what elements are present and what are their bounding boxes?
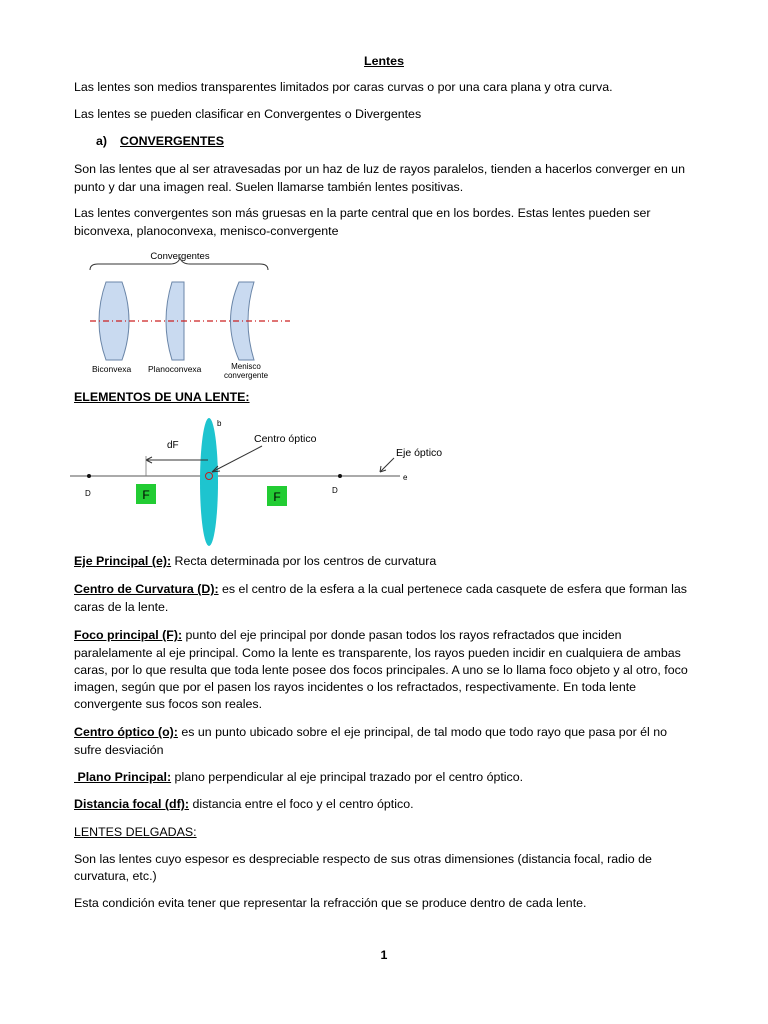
def-centro-curvatura xyxy=(74,580,687,598)
section-a-marker: a) xyxy=(96,134,108,148)
delgadas-par1-line-2: curvatura, etc.) xyxy=(74,869,157,883)
convergentes-par2-line-1: Las lentes convergentes son más gruesas en la parte central que en los bordes. Estas lentes pueden ser xyxy=(74,206,651,220)
def-plano-principal xyxy=(74,768,523,786)
def-foco-principal-text-5: convergente sus focos son reales. xyxy=(74,697,263,711)
def-eje-principal-term: Eje Principal (e): xyxy=(74,554,172,568)
fig2-label-d-right: D xyxy=(332,486,338,495)
def-foco-principal-text-2: paralelamente al eje principal. Como la lente es transparente, los rayos pueden incidir en cualquiera de ambas xyxy=(74,646,681,660)
fig1-label-menisco: Menisco xyxy=(231,362,261,371)
fig2-center-d-left xyxy=(87,474,91,478)
def-eje-principal-text: Recta determinada por los centros de curvatura xyxy=(174,554,437,568)
delgadas-par1-line-1: Son las lentes cuyo espesor es despreciable respecto de sus otras dimensiones (distancia focal, radio de xyxy=(74,852,652,866)
def-centro-curvatura-term: Centro de Curvatura (D): xyxy=(74,582,219,596)
def-centro-optico-text-1: es un punto ubicado sobre el eje principal, de tal modo que todo rayo que pasa por él no xyxy=(181,725,668,739)
def-foco-principal-text-1: punto del eje principal por donde pasan todos los rayos refractados que inciden xyxy=(185,628,622,642)
convergentes-par2-line-2: biconvexa, planoconvexa, menisco-convergente xyxy=(74,224,339,238)
def-distancia-focal xyxy=(74,795,414,813)
def-foco-principal-term: Foco principal (F): xyxy=(74,628,183,642)
def-centro-optico-text-2: sufre desviación xyxy=(74,743,164,757)
intro-line-2: Las lentes se pueden clasificar en Convergentes o Divergentes xyxy=(74,107,422,121)
fig2-label-df: dF xyxy=(167,440,179,451)
fig2-focus-right-label: F xyxy=(273,490,281,504)
fig1-label-planoconvexa: Planoconvexa xyxy=(148,364,202,374)
def-distancia-focal-text: distancia entre el foco y el centro óptico. xyxy=(192,797,414,811)
fig2-focus-left-label: F xyxy=(142,488,150,502)
def-centro-curvatura-text-2: caras de la lente. xyxy=(74,600,169,614)
def-plano-principal-text: plano perpendicular al eje principal trazado por el centro óptico. xyxy=(174,770,524,784)
intro-line-1: Las lentes son medios transparentes limitados por caras curvas o por una cara plana y otra curva. xyxy=(74,80,613,94)
delgadas-par2: Esta condición evita tener que representar la refracción que se produce dentro de cada lente. xyxy=(74,896,587,910)
page-number: 1 xyxy=(380,948,388,962)
fig1-brace-label: Convergentes xyxy=(150,251,210,262)
def-centro-optico xyxy=(74,723,667,741)
fig2-label-eje: Eje óptico xyxy=(396,447,443,459)
fig2-center-d-right xyxy=(338,474,342,478)
def-foco-principal-text-3: caras, por lo que resulta que toda lente posee dos focos principales. A uno se lo llama foco objeto y al otro, foco xyxy=(74,663,688,677)
section-a-heading: CONVERGENTES xyxy=(120,134,224,148)
def-plano-principal-term: Plano Principal: xyxy=(74,770,172,784)
elementos-heading: ELEMENTOS DE UNA LENTE: xyxy=(74,390,250,404)
convergentes-par1-line-1: Son las lentes que al ser atravesadas por un haz de luz de rayos paralelos, tienden a hacerlos converger en un xyxy=(74,162,685,176)
fig2-label-e: e xyxy=(403,473,408,482)
def-foco-principal-text-4: imagen, según que por el pasen los rayos incidentes o los refractados, respectivamente. En toda lente xyxy=(74,680,637,694)
fig2-eje-pointer xyxy=(380,458,394,472)
fig2-centro-pointer xyxy=(212,446,262,472)
fig2-label-centro: Centro óptico xyxy=(254,433,317,445)
fig2-lens xyxy=(200,418,218,546)
fig2-label-b: b xyxy=(217,419,222,428)
convergent-lenses-figure xyxy=(84,244,294,384)
def-eje-principal xyxy=(74,552,436,570)
page-title: Lentes xyxy=(364,54,404,68)
fig1-brace xyxy=(90,258,268,270)
delgadas-heading: LENTES DELGADAS: xyxy=(74,825,197,839)
fig2-label-d-left: D xyxy=(85,489,91,498)
def-centro-optico-term: Centro óptico (o): xyxy=(74,725,178,739)
def-centro-curvatura-text-1: es el centro de la esfera a la cual pertenece cada casquete de esfera que forman las xyxy=(222,582,687,596)
fig1-label-convergente: convergente xyxy=(223,371,269,380)
def-distancia-focal-term: Distancia focal (df): xyxy=(74,797,189,811)
lens-elements-figure xyxy=(70,412,443,547)
fig1-label-biconvexa: Biconvexa xyxy=(92,364,132,374)
convergentes-par1-line-2: punto y dar una imagen real. Suelen llamarse también lentes positivas. xyxy=(74,180,464,194)
def-foco-principal xyxy=(74,626,622,644)
